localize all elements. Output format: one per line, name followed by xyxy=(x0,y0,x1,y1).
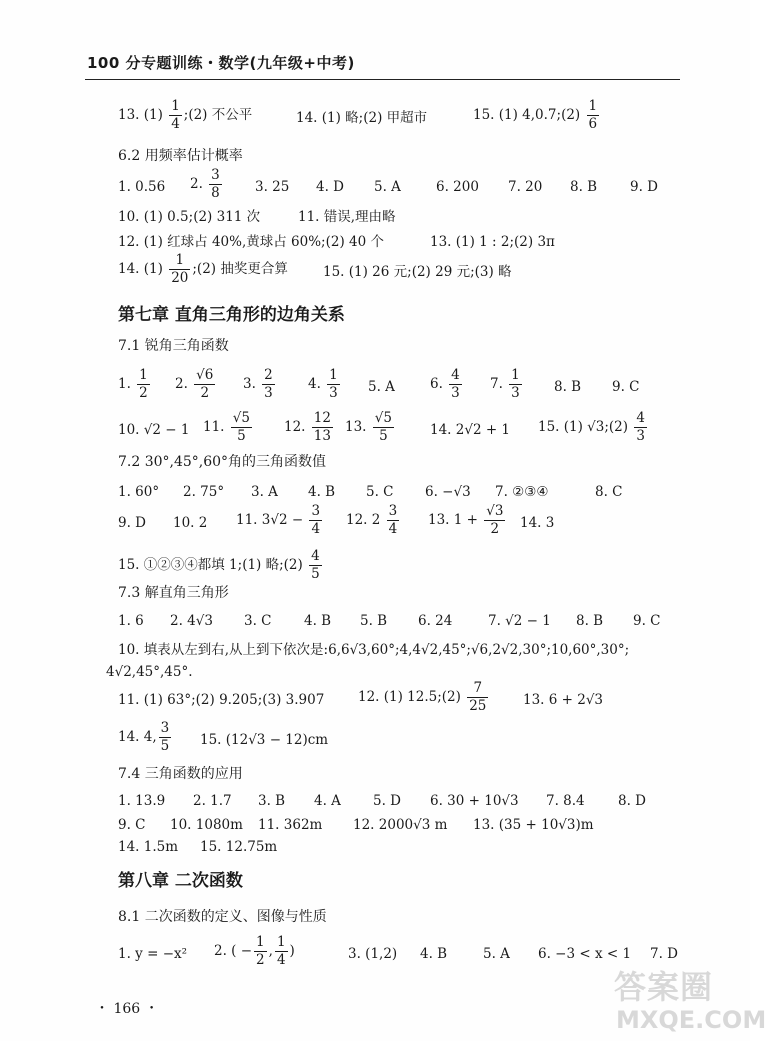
answer-text: 4. B xyxy=(304,613,332,629)
answer-text: 13. (1) xyxy=(118,107,168,123)
answer-text: 9. C xyxy=(633,613,661,629)
answer-text: 3. C xyxy=(244,613,272,629)
answer-text: 10. 填表从左到右,从上到下依次是:6,6√3,60°;4,4√2,45°;√6,2√2,30°;10,60°,30°; xyxy=(118,642,630,658)
answer-item xyxy=(118,944,187,964)
fraction xyxy=(169,98,182,133)
fraction-numerator: 2 xyxy=(264,367,273,383)
answer-text: 3. (1,2) xyxy=(348,946,398,962)
fraction-numerator: 12 xyxy=(313,410,331,426)
fraction-denominator: 8 xyxy=(211,185,220,201)
answer-item xyxy=(373,791,401,811)
answer-text: 14. 3 xyxy=(520,515,555,531)
fraction xyxy=(254,934,267,969)
answer-item xyxy=(251,482,278,502)
fraction-denominator: 3 xyxy=(511,385,520,401)
answer-item xyxy=(118,837,178,857)
answer-item xyxy=(348,944,397,964)
answer-item xyxy=(244,611,272,631)
answer-item xyxy=(236,503,324,538)
fraction-numerator: 1 xyxy=(511,367,520,383)
answer-text: 1. 6 xyxy=(118,613,144,629)
answer-item xyxy=(308,482,335,502)
answer-item xyxy=(118,98,252,133)
answer-text: 15. (1) 26 元;(2) 29 元;(3) 略 xyxy=(323,264,512,280)
fraction-numerator: 7 xyxy=(473,680,483,696)
page-number: ・ 166 ・ xyxy=(95,1001,159,1017)
answer-text: 9. C xyxy=(612,379,640,395)
answer-item xyxy=(538,944,631,964)
fraction-denominator: 25 xyxy=(469,698,487,714)
answer-item xyxy=(436,177,479,197)
fraction-denominator: 2 xyxy=(484,520,505,538)
answer-text: 13. (35 + 10√3)m xyxy=(473,817,594,833)
answer-item xyxy=(258,791,285,811)
answer-item xyxy=(650,944,678,964)
answer-item xyxy=(296,108,427,128)
answer-item xyxy=(490,367,524,402)
fraction xyxy=(194,367,215,402)
answer-text: 6. 200 xyxy=(436,179,479,195)
answer-item xyxy=(308,367,342,402)
answer-text: 2. 75° xyxy=(183,484,225,500)
answer-item xyxy=(576,611,603,631)
answer-text: 9. D xyxy=(630,179,658,195)
fraction xyxy=(373,410,394,445)
answer-item xyxy=(374,177,401,197)
answer-text: 2. 1.7 xyxy=(193,793,232,809)
fraction xyxy=(587,98,600,133)
answer-item xyxy=(630,177,658,197)
answer-item xyxy=(345,410,396,445)
answer-item xyxy=(118,207,260,227)
answer-item xyxy=(323,262,512,282)
answer-text: 1. 60° xyxy=(118,484,160,500)
chapter-8-title: 第八章 二次函数 xyxy=(118,871,243,891)
answer-text: 8. B xyxy=(576,613,604,629)
answer-text: 7. 20 xyxy=(508,179,543,195)
answer-item xyxy=(418,611,452,631)
fraction-numerator: 3 xyxy=(211,167,220,183)
answer-item xyxy=(346,503,401,538)
answer-item xyxy=(353,815,447,835)
answer-item xyxy=(118,420,189,440)
answer-item xyxy=(200,837,277,857)
answer-text: 14. 4, xyxy=(118,729,157,745)
answer-item xyxy=(508,177,542,197)
answer-item xyxy=(430,420,510,440)
fraction-numerator: 1 xyxy=(329,367,338,383)
answer-text: 12. (1) 12.5;(2) xyxy=(358,689,466,705)
answer-item xyxy=(255,177,289,197)
answer-item xyxy=(118,482,159,502)
answer-text: 15. (1) √3;(2) xyxy=(538,419,633,435)
fraction-numerator: 3 xyxy=(388,503,398,519)
answer-item xyxy=(118,611,144,631)
answer-text: 14. 1.5m xyxy=(118,839,179,855)
fraction xyxy=(275,934,288,969)
answer-text: 7. √2 − 1 xyxy=(488,613,551,629)
answer-text: 11. 错误,理由略 xyxy=(298,209,396,225)
answer-item xyxy=(298,207,396,227)
answer-text: 12. (1) 红球占 40%,黄球占 60%;(2) 40 个 xyxy=(118,234,384,250)
answer-item xyxy=(428,503,507,538)
answer-text: 4. D xyxy=(316,179,344,195)
answer-item xyxy=(175,367,217,402)
watermark xyxy=(614,962,766,1036)
answer-text: 12. 2000√3 m xyxy=(353,817,448,833)
answer-text: ;(2) 不公平 xyxy=(183,107,253,123)
answer-item xyxy=(430,232,555,252)
section-7-2: 7.2 30°,45°,60°角的三角函数值 xyxy=(118,454,327,470)
section-7-3: 7.3 解直角三角形 xyxy=(118,585,229,601)
answer-text: 4. B xyxy=(420,946,448,962)
answer-item xyxy=(420,944,447,964)
answer-text: 8. D xyxy=(618,793,646,809)
fraction xyxy=(309,548,322,583)
answer-item xyxy=(316,177,344,197)
fraction-denominator: 5 xyxy=(160,738,170,754)
answer-item xyxy=(570,177,597,197)
fraction-denominator: 5 xyxy=(231,427,252,445)
page-header: 100 分专题训练・数学(九年级+中考) xyxy=(87,54,355,72)
answer-item xyxy=(106,662,193,682)
answer-text: 7. 8.4 xyxy=(546,793,585,809)
answer-text: 5. C xyxy=(366,484,394,500)
answer-item xyxy=(368,377,395,397)
answer-item xyxy=(284,410,335,445)
fraction xyxy=(449,367,462,402)
answer-text: 7. xyxy=(490,376,508,392)
answer-item xyxy=(118,720,173,755)
answer-item xyxy=(483,944,510,964)
answer-item xyxy=(360,611,387,631)
section-6-2: 6.2 用频率估计概率 xyxy=(118,148,243,164)
answer-item xyxy=(430,367,464,402)
answer-text: 9. D xyxy=(118,515,146,531)
section-7-4: 7.4 三角函数的应用 xyxy=(118,766,243,782)
fraction-denominator: 3 xyxy=(451,385,460,401)
answer-item xyxy=(243,367,277,402)
fraction-denominator: 3 xyxy=(636,428,645,444)
answer-item xyxy=(554,377,581,397)
answer-text: 4. B xyxy=(308,484,336,500)
answer-text: 5. A xyxy=(368,379,395,395)
fraction-numerator: 3 xyxy=(160,720,170,736)
fraction-denominator: 4 xyxy=(311,521,321,537)
fraction xyxy=(327,367,340,402)
fraction xyxy=(209,167,222,202)
answer-text: 1. 0.56 xyxy=(118,179,166,195)
answer-text: 8. B xyxy=(570,179,598,195)
fraction-numerator: 4 xyxy=(311,548,320,564)
answer-text: 6. 30 + 10√3 xyxy=(430,793,519,809)
answer-item xyxy=(203,410,254,445)
answer-item xyxy=(118,815,146,835)
answer-item xyxy=(425,482,471,502)
answer-text: 10. 2 xyxy=(173,515,208,531)
fraction xyxy=(634,410,647,445)
answer-text: 15. (1) 4,0.7;(2) xyxy=(473,107,585,123)
fraction-numerator: 1 xyxy=(276,934,286,950)
answer-item xyxy=(118,367,152,402)
answer-item xyxy=(618,791,646,811)
fraction-numerator: √3 xyxy=(486,503,504,519)
answer-item xyxy=(118,252,288,287)
fraction xyxy=(137,367,150,402)
answer-item xyxy=(258,815,322,835)
answer-text: 1. xyxy=(118,376,136,392)
answer-item xyxy=(200,730,328,750)
answer-text: , xyxy=(268,943,273,959)
answer-text: 13. (1) 1 : 2;(2) 3π xyxy=(430,234,555,250)
answer-text: 15. 12.75m xyxy=(200,839,278,855)
fraction-denominator: 4 xyxy=(276,952,286,968)
answer-text: ) xyxy=(289,943,295,959)
answer-text: 13. 6 + 2√3 xyxy=(523,692,604,708)
answer-text: ;(2) 抽奖更合算 xyxy=(192,261,288,277)
answer-item xyxy=(430,791,519,811)
fraction xyxy=(467,680,488,715)
fraction-denominator: 4 xyxy=(388,521,398,537)
chapter-7-title: 第七章 直角三角形的边角关系 xyxy=(118,305,345,325)
fraction-denominator: 5 xyxy=(311,566,320,582)
answer-item xyxy=(523,690,603,710)
answer-text: 5. A xyxy=(374,179,401,195)
fraction-denominator: 2 xyxy=(139,385,148,401)
answer-text: 6. −√3 xyxy=(425,484,471,500)
answer-text: 3. xyxy=(243,376,261,392)
answer-text: 12. xyxy=(284,419,310,435)
fraction-denominator: 13 xyxy=(313,428,331,444)
answer-item xyxy=(183,482,224,502)
answer-text: 3. 25 xyxy=(255,179,290,195)
answer-text: 2. 4√3 xyxy=(170,613,213,629)
answer-text: 4. xyxy=(308,376,326,392)
answer-text: 11. (1) 63°;(2) 9.205;(3) 3.907 xyxy=(118,692,325,708)
answer-text: 10. 1080m xyxy=(170,817,243,833)
answer-text: 11. 362m xyxy=(258,817,323,833)
fraction-denominator: 2 xyxy=(256,952,265,968)
section-7-1: 7.1 锐角三角函数 xyxy=(118,338,229,354)
fraction-denominator: 20 xyxy=(171,270,189,286)
answer-text: 13. xyxy=(345,419,371,435)
answer-text: 2. xyxy=(190,176,208,192)
fraction-denominator: 3 xyxy=(329,385,338,401)
answer-text: 13. 1 + xyxy=(428,512,483,528)
answer-item xyxy=(595,482,623,502)
answer-text: 1. y = −x² xyxy=(118,946,188,962)
answer-item xyxy=(214,934,295,969)
answer-text: 9. C xyxy=(118,817,146,833)
fraction xyxy=(159,720,172,755)
answer-text: 14. (1) xyxy=(118,261,168,277)
answer-text: 6. 24 xyxy=(418,613,453,629)
fraction xyxy=(309,503,322,538)
answer-text: 15. ①②③④都填 1;(1) 略;(2) xyxy=(118,557,308,573)
answer-text: 12. 2 xyxy=(346,512,385,528)
answer-item xyxy=(314,791,341,811)
answer-item xyxy=(173,513,207,533)
fraction-denominator: 2 xyxy=(194,384,215,402)
watermark-url: MXQE.COM xyxy=(616,1006,766,1034)
answer-text: 8. B xyxy=(554,379,582,395)
fraction-numerator: 1 xyxy=(171,98,180,114)
answer-item xyxy=(118,548,324,583)
answer-text: 5. B xyxy=(360,613,388,629)
answer-text: 1. 13.9 xyxy=(118,793,166,809)
fraction-numerator: √6 xyxy=(196,367,214,383)
answer-text: 5. A xyxy=(483,946,510,962)
answer-item xyxy=(118,690,324,710)
answer-item xyxy=(538,410,649,445)
answer-text: 6. −3 < x < 1 xyxy=(538,946,632,962)
fraction-numerator: 4 xyxy=(451,367,460,383)
answer-item xyxy=(193,791,232,811)
fraction-numerator: 1 xyxy=(588,98,598,114)
fraction xyxy=(262,367,275,402)
answer-item xyxy=(118,640,629,660)
fraction xyxy=(484,503,505,538)
answer-text: 11. 3√2 − xyxy=(236,512,308,528)
answer-text: 8. C xyxy=(595,484,623,500)
answer-text: 2. ( − xyxy=(214,943,253,959)
answer-item xyxy=(170,611,213,631)
answer-item xyxy=(304,611,331,631)
fraction-numerator: √5 xyxy=(374,410,392,426)
fraction xyxy=(169,252,190,287)
answer-item xyxy=(118,513,146,533)
answer-item xyxy=(612,377,640,397)
fraction-numerator: 1 xyxy=(175,252,185,268)
answer-text: 4√2,45°,45°. xyxy=(106,664,193,680)
fraction-numerator: 1 xyxy=(139,367,148,383)
answer-item xyxy=(546,791,585,811)
fraction-numerator: 3 xyxy=(311,503,321,519)
fraction-denominator: 4 xyxy=(171,116,180,132)
answer-item xyxy=(190,167,224,202)
fraction xyxy=(509,367,522,402)
answer-text: 3. B xyxy=(258,793,286,809)
answer-text: 15. (12√3 − 12)cm xyxy=(200,732,329,748)
answer-text: 4. A xyxy=(314,793,341,809)
section-8-1: 8.1 二次函数的定义、图像与性质 xyxy=(118,909,327,925)
fraction-numerator: 1 xyxy=(256,934,265,950)
answer-text: 11. xyxy=(203,419,229,435)
answer-item xyxy=(366,482,394,502)
answer-text: 2. xyxy=(175,376,193,392)
watermark-logo: 答案圈 xyxy=(614,968,714,1006)
answer-text: 10. √2 − 1 xyxy=(118,422,190,438)
fraction-denominator: 5 xyxy=(373,427,394,445)
answer-item xyxy=(633,611,661,631)
answer-text: 6. xyxy=(430,376,448,392)
answer-item xyxy=(520,513,554,533)
fraction-numerator: √5 xyxy=(232,410,250,426)
fraction-denominator: 6 xyxy=(588,116,598,132)
answer-item xyxy=(473,815,594,835)
answer-text: 14. 2√2 + 1 xyxy=(430,422,511,438)
answer-item xyxy=(488,611,551,631)
answer-item xyxy=(170,815,243,835)
answer-text: 7. D xyxy=(650,946,678,962)
answer-item xyxy=(495,482,548,502)
answer-text: 10. (1) 0.5;(2) 311 次 xyxy=(118,209,261,225)
answer-item xyxy=(118,177,165,197)
answer-text: 5. D xyxy=(373,793,401,809)
fraction xyxy=(312,410,333,445)
answer-item xyxy=(358,680,490,715)
fraction-denominator: 3 xyxy=(264,385,273,401)
fraction xyxy=(387,503,400,538)
answer-text: 3. A xyxy=(251,484,278,500)
answer-text: 14. (1) 略;(2) 甲超市 xyxy=(296,110,428,126)
header-rule xyxy=(85,79,680,80)
fraction-numerator: 4 xyxy=(636,410,645,426)
answer-text: 7. ②③④ xyxy=(495,484,549,500)
answer-item xyxy=(118,791,165,811)
answer-item xyxy=(118,232,384,252)
fraction xyxy=(231,410,252,445)
answer-item xyxy=(473,98,601,133)
